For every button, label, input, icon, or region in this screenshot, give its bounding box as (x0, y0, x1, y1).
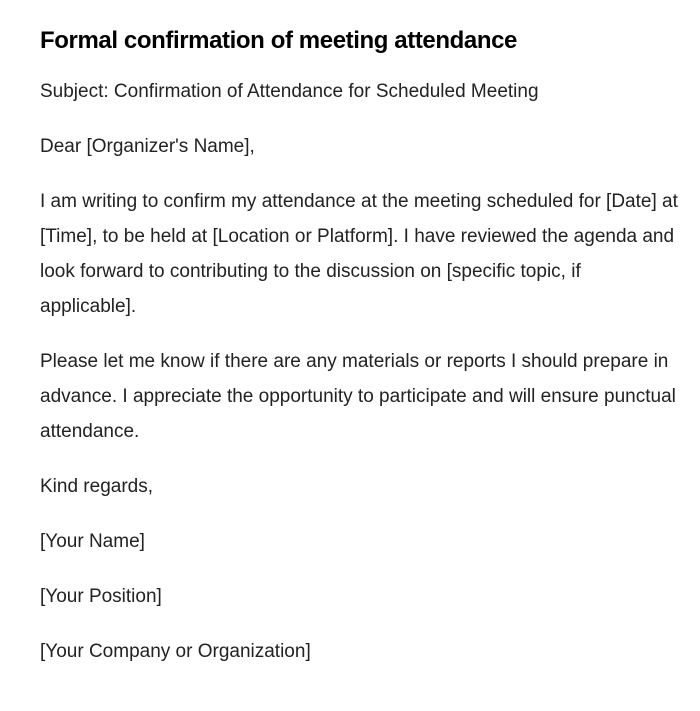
body-paragraph-confirmation: I am writing to confirm my attendance at the meeting scheduled for [Date] at [Time], to be held at [Location or Platform]. I have reviewed the agenda and look forward to contributing to the discussion on [specific topic, if applicable]. (40, 191, 678, 317)
signature-name: [Your Name] (40, 531, 145, 552)
salutation: Dear [Organizer's Name], (40, 136, 255, 157)
body-paragraph-materials: Please let me know if there are any materials or reports I should prepare in advance. I appreciate the opportunity to participate and will ensure punctual attendance. (40, 351, 676, 442)
closing: Kind regards, (40, 476, 154, 497)
subject-line: Subject: Confirmation of Attendance for Scheduled Meeting (40, 81, 539, 102)
signature-company: [Your Company or Organization] (40, 641, 311, 662)
signature-position: [Your Position] (40, 586, 162, 607)
page-title: Formal confirmation of meeting attendance (40, 27, 517, 54)
letter-document (40, 24, 680, 689)
